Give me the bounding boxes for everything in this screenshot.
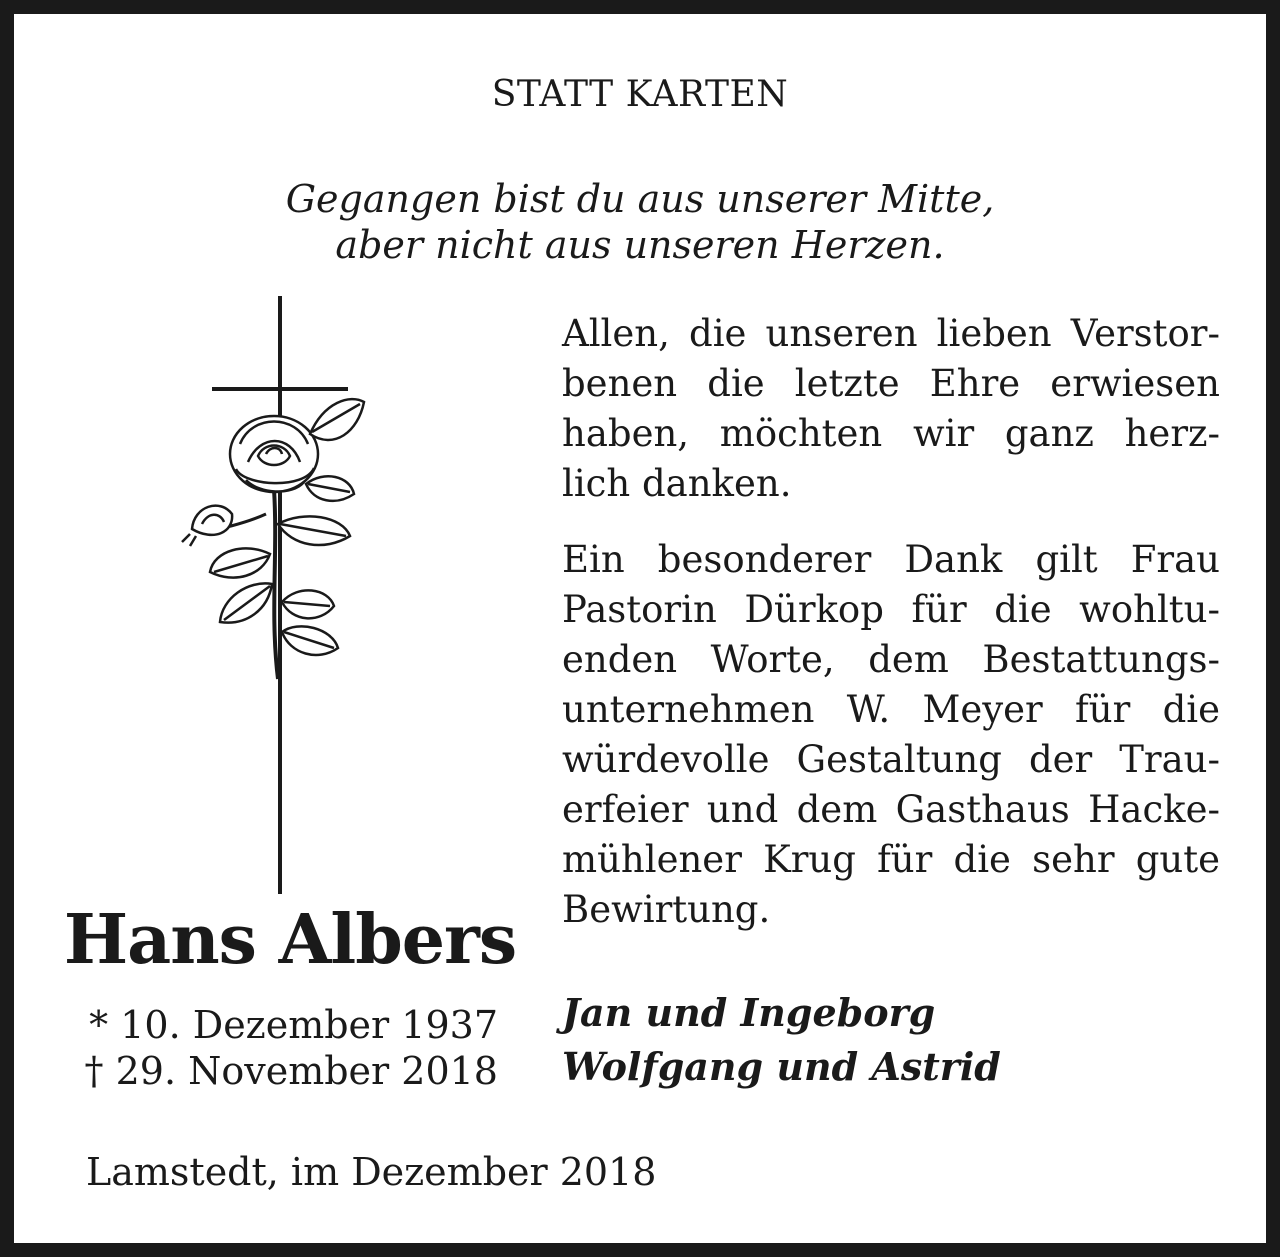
text-line: würdevolle Gestaltung der Trau- <box>562 738 1220 781</box>
text-line: Pastorin Dürkop für die wohltu- <box>562 588 1220 631</box>
text-line: erfeier und dem Gasthaus Hacke- <box>562 788 1220 831</box>
death-date: † 29. November 2018 <box>84 1049 498 1093</box>
motto <box>14 176 1266 268</box>
special-thanks-paragraph <box>562 535 1220 935</box>
deceased-name: Hans Albers <box>63 900 517 980</box>
text-line: lich danken. <box>562 462 792 505</box>
thanks-paragraph <box>562 309 1220 509</box>
birth-date: * 10. Dezember 1937 <box>89 1003 498 1047</box>
place-date: Lamstedt, im Dezember 2018 <box>86 1150 657 1194</box>
header-statt-karten: STATT KARTEN <box>491 74 789 115</box>
text-line: Allen, die unseren lieben Verstor- <box>562 312 1220 355</box>
signer-line: Jan und Ingeborg <box>562 990 936 1035</box>
life-dates <box>78 1002 498 1094</box>
text-line: enden Worte, dem Bestattungs- <box>562 638 1220 681</box>
signers <box>562 986 1001 1094</box>
motto-line: aber nicht aus unseren Herzen. <box>335 223 945 267</box>
text-line: benen die letzte Ehre erwiesen <box>562 362 1220 405</box>
cross-with-rose-icon <box>174 284 374 904</box>
text-line: Ein besonderer Dank gilt Frau <box>562 538 1220 581</box>
motto-line: Gegangen bist du aus unserer Mitte, <box>285 177 995 221</box>
text-line: haben, möchten wir ganz herz- <box>562 412 1220 455</box>
signer-line: Wolfgang und Astrid <box>562 1044 1001 1089</box>
thanks-text <box>562 309 1220 935</box>
text-line: unternehmen W. Meyer für die <box>562 688 1220 731</box>
text-line: Bewirtung. <box>562 888 771 931</box>
text-line: mühlener Krug für die sehr gute <box>562 838 1220 881</box>
